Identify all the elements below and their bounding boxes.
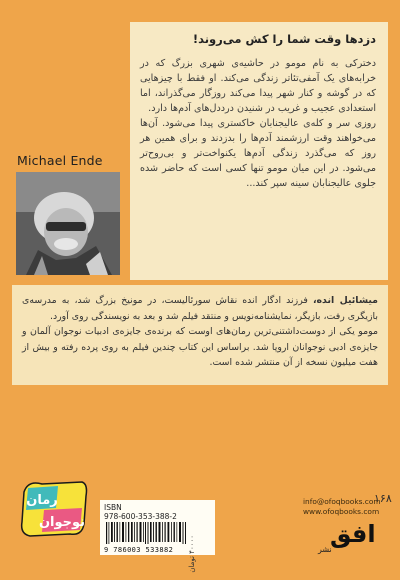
- isbn-number: 978-600-353-388-2: [104, 512, 177, 521]
- price: ۴۰۰۰۰ تومان: [188, 535, 196, 573]
- series-logo-line2: نوجوان: [38, 515, 86, 530]
- synopsis-title: دزدها وقت شما را کش می‌روند!: [192, 32, 376, 46]
- publisher-logo: افق: [330, 520, 376, 548]
- author-photo: [16, 172, 120, 275]
- bio-paragraph-2: مومو یکی از دوست‌داشتنی‌ترین رمان‌های اوست که برنده‌ی جایزه‌ی ادبیات نوجوان آلمان و جایزه‌ی ادبی نوجوانان اروپا شد. براساس این کتاب چندین فیلم به روی پرده رفته و بیش از هفت میلیون نسخه از آن منتشر شده است.: [22, 326, 378, 368]
- barcode-digits: 9 786003 533882: [104, 546, 174, 554]
- bio-paragraph-1: [22, 293, 378, 324]
- synopsis-panel: [130, 22, 388, 280]
- series-logo: [18, 478, 90, 540]
- publisher-contact: [303, 497, 381, 516]
- publisher-email: info@ofoqbooks.com: [303, 497, 381, 506]
- synopsis-paragraph-2: روزی سر و کله‌ی عالیجنابان خاکستری پیدا می‌شود. آن‌ها می‌خواهند وقت ارزشمند آدم‌ها را بدزدند و برای همین هر روز که می‌گذرد زندگی آدم‌ها یکنواخت‌تر و بی‌روح‌تر می‌شود. در این میان مومو تنها کسی است که حاضر شده جلوی عالیجنابان سینه سپر کند...: [140, 118, 376, 189]
- series-logo-line1: رمان: [26, 493, 58, 508]
- publisher-website: www.ofoqbooks.com: [303, 506, 380, 516]
- isbn-label: ISBN: [104, 503, 122, 512]
- synopsis-paragraph-1: دخترکی به نام مومو در حاشیه‌ی شهری بزرگ که در خرابه‌های یک آمفی‌تئاتر زندگی می‌کند. او فقط با چیزهایی که در گوشه و کنار شهر پیدا می‌کند روزگار می‌گذراند، اما استعدادی عجیب و غریب در شنیدن درددل‌های آدم‌ها دارد.: [140, 58, 376, 114]
- bio-lead: میشائیل انده،: [312, 295, 378, 306]
- bio-text-1: فرزند ادگار انده نقاش سورئالیست، در مونیخ بزرگ شد، به مدرسه‌ی بازیگری رفت، بازیگر، نمایشنامه‌نویس و منتقد فیلم شد و بعد به نویسندگی روی آورد.: [22, 295, 378, 322]
- series-logo-graphic: [18, 478, 90, 540]
- isbn-block: [104, 503, 177, 521]
- publisher-logo-small: نشر: [318, 545, 332, 554]
- author-bio: [12, 285, 388, 385]
- page-count: ۱۶۸: [374, 492, 392, 505]
- author-name: Michael Ende: [17, 153, 103, 168]
- author-portrait-image: [16, 172, 120, 275]
